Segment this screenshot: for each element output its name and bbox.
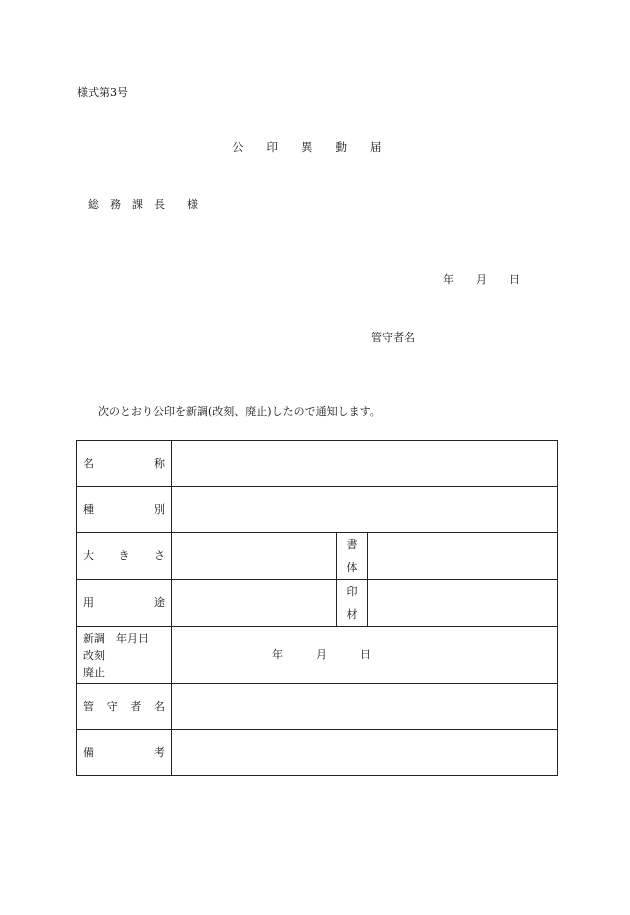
document-title: 公 印 異 動 届 [232, 140, 382, 154]
keeper-value-cell[interactable] [172, 684, 558, 730]
use-value-cell[interactable] [172, 580, 337, 627]
keeper-label: 管 守 者 名 [77, 684, 172, 730]
row-change-date [77, 627, 558, 684]
addressee: 総 務 課 長 様 [88, 198, 198, 211]
keeper-name-label: 管守者名 [371, 331, 415, 344]
form-number: 様式第3号 [77, 86, 128, 99]
change-date-label: 新調 年月日 改刻 廃止 [77, 627, 172, 684]
type-value-cell[interactable] [172, 487, 558, 533]
size-label: 大 き さ [77, 533, 172, 580]
material-label: 印 材 [337, 580, 368, 627]
type-label: 種 別 [77, 487, 172, 533]
remarks-value-cell[interactable] [172, 730, 558, 776]
change-date-value[interactable]: 年 月 日 [172, 627, 558, 684]
row-keeper [77, 684, 558, 730]
row-use [77, 580, 558, 627]
row-type [77, 487, 558, 533]
size-value-cell[interactable] [172, 533, 337, 580]
seal-change-table [76, 440, 558, 776]
submission-date: 年 月 日 [443, 273, 520, 286]
row-size [77, 533, 558, 580]
name-label: 名 称 [77, 441, 172, 487]
name-value-cell[interactable] [172, 441, 558, 487]
font-value-cell[interactable] [368, 533, 558, 580]
row-name [77, 441, 558, 487]
font-label: 書 体 [337, 533, 368, 580]
intro-text: 次のとおり公印を新調(改刻、廃止)したので通知します。 [98, 405, 381, 418]
use-label: 用 途 [77, 580, 172, 627]
remarks-label: 備 考 [77, 730, 172, 776]
material-value-cell[interactable] [368, 580, 558, 627]
row-remarks [77, 730, 558, 776]
